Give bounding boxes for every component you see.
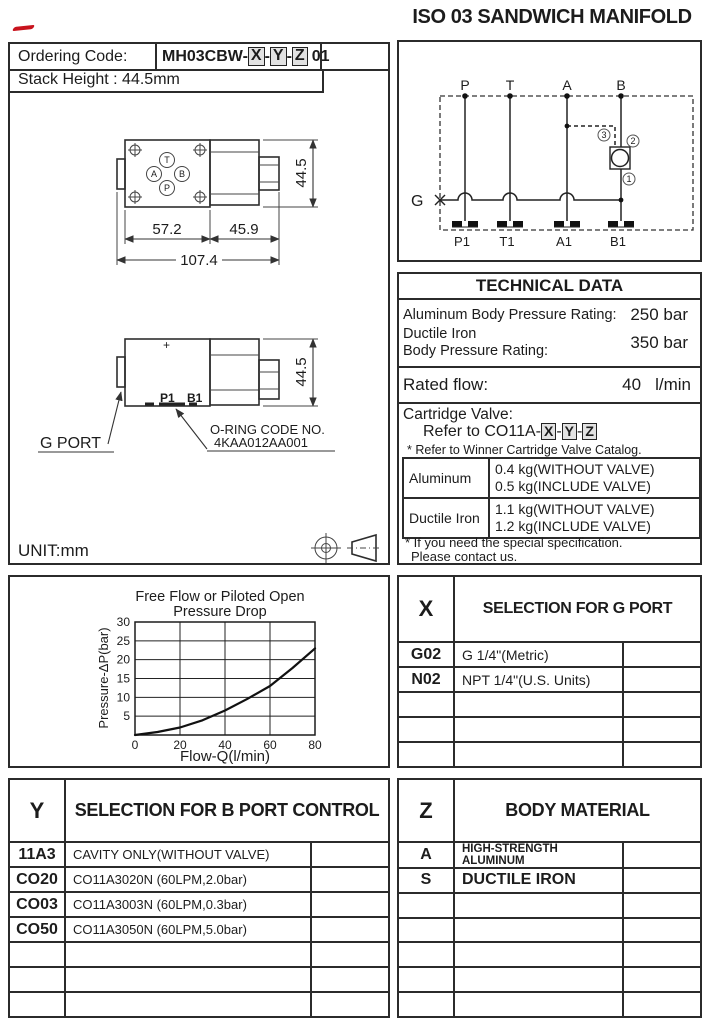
cartridge-hyphen: -	[576, 423, 583, 440]
chart-plot-area	[117, 615, 322, 752]
code-hyphen: -	[286, 47, 292, 65]
row-desc: CO11A3020N (60LPM,2.0bar)	[66, 868, 312, 891]
table-row	[10, 993, 388, 1016]
row-desc: DUCTILE IRON	[455, 869, 624, 892]
side-p1-label: P1	[160, 391, 175, 405]
divider	[399, 366, 700, 368]
subplate-port-symbols	[452, 221, 634, 227]
code-x-box: X	[248, 47, 265, 66]
table-row	[399, 743, 700, 766]
row-desc	[455, 968, 624, 991]
dim-44-5-side: 44.5	[293, 357, 310, 387]
orientation-plus-mark: +	[163, 338, 171, 352]
stack-height-box: Stack Height : 44.5mm	[10, 69, 324, 93]
pressure-drop-chart	[10, 577, 388, 766]
port-b-label: B	[178, 169, 186, 179]
row-code	[399, 968, 455, 991]
row-code: CO50	[10, 918, 66, 941]
chart-x-axis-label: Flow-Q(l/min)	[180, 748, 270, 765]
row-desc	[455, 919, 624, 942]
x-tick-label: 20	[173, 738, 187, 752]
port-label-a1: A1	[556, 234, 572, 249]
port-t-label: T	[164, 155, 170, 165]
row-code	[399, 993, 455, 1016]
schematic-bottom-port-labels	[454, 234, 626, 249]
row-desc: NPT 1/4"(U.S. Units)	[455, 668, 624, 691]
dim-107-4: 107.4	[180, 252, 218, 269]
red-logo-mark	[12, 25, 35, 31]
cartridge-valve-label: Cartridge Valve:	[403, 406, 513, 423]
table-row	[399, 943, 700, 968]
rated-flow-value: 40	[622, 375, 642, 394]
rated-flow-row	[403, 371, 696, 399]
row-extra	[624, 919, 700, 942]
x-tick-label: 40	[218, 738, 232, 752]
row-extra	[312, 968, 388, 991]
y-table-body	[10, 843, 388, 1016]
code-prefix: MH03CBW-	[162, 47, 248, 65]
row-desc: CO11A3050N (60LPM,5.0bar)	[66, 918, 312, 941]
table-row	[399, 843, 700, 869]
table-row	[10, 918, 388, 943]
row-desc	[455, 693, 624, 716]
y-table-code-header: Y	[10, 780, 66, 841]
table-row	[399, 643, 700, 668]
g-port-label: G PORT	[40, 435, 102, 452]
schematic-top-port-labels	[460, 77, 625, 93]
dim-45-9: 45.9	[229, 221, 259, 238]
callout-1: 1	[626, 174, 632, 184]
technical-data-header: TECHNICAL DATA	[399, 274, 700, 300]
row-extra	[312, 918, 388, 941]
row-extra	[312, 868, 388, 891]
row-desc: CAVITY ONLY(WITHOUT VALVE)	[66, 843, 312, 866]
row-desc	[66, 993, 312, 1016]
row-extra	[624, 968, 700, 991]
weight-row-ductile	[404, 499, 699, 537]
y-table-header	[10, 780, 388, 843]
row-extra	[312, 843, 388, 866]
row-code	[399, 919, 455, 942]
weight-table	[402, 457, 701, 539]
z-table-header	[399, 780, 700, 843]
row-code	[10, 943, 66, 966]
z-table-body	[399, 843, 700, 1016]
row-desc: G 1/4"(Metric)	[455, 643, 624, 666]
row-code	[399, 894, 455, 917]
y-tick-label: 10	[116, 690, 130, 705]
table-row	[399, 693, 700, 718]
row-code: CO20	[10, 868, 66, 891]
schematic-lines	[440, 96, 621, 221]
pressure-drop-chart-panel	[8, 575, 390, 768]
g-port-gallery-line	[440, 193, 621, 200]
rated-flow-unit: l/min	[655, 375, 691, 394]
y-table-title: SELECTION FOR B PORT CONTROL	[74, 800, 380, 820]
table-row	[399, 668, 700, 693]
chart-y-axis-label: Pressure-ΔP(bar)	[96, 627, 111, 729]
table-row	[399, 894, 700, 919]
special-spec-note-line2: Please contact us.	[411, 549, 518, 564]
port-label-p1: P1	[454, 234, 470, 249]
row-extra	[624, 693, 700, 716]
x-tick-label: 0	[131, 738, 139, 752]
cartridge-hyphen: -	[556, 423, 562, 440]
row-code	[10, 993, 66, 1016]
cartridge-prefix: Refer to CO11A-	[423, 423, 541, 440]
ductile-label-line2: Body Pressure Rating:	[403, 342, 549, 359]
row-desc: CO11A3003N (60LPM,0.3bar)	[66, 893, 312, 916]
port-label-b: B	[616, 77, 626, 93]
divider	[399, 402, 700, 404]
check-valve-icon	[610, 147, 630, 169]
row-extra	[624, 993, 700, 1016]
row-extra	[624, 894, 700, 917]
x-table-body	[399, 643, 700, 766]
weight-values	[490, 499, 699, 537]
weight-material: Aluminum	[404, 459, 490, 497]
row-extra	[312, 993, 388, 1016]
cartridge-y-box: Y	[562, 423, 577, 440]
callout-2: 2	[630, 136, 636, 146]
x-table-header	[399, 577, 700, 643]
table-row	[10, 868, 388, 893]
code-y-box: Y	[270, 47, 287, 66]
drawing-panel	[8, 42, 390, 565]
technical-drawings	[10, 44, 388, 563]
port-label-a: A	[562, 77, 572, 93]
x-tick-label: 80	[308, 738, 322, 752]
cartridge-catalog-note: * Refer to Winner Cartridge Valve Catalog.	[407, 443, 642, 457]
third-angle-projection-icon	[311, 533, 381, 563]
row-extra	[624, 943, 700, 966]
technical-data-panel	[397, 272, 702, 565]
cartridge-valve-ref	[423, 423, 597, 441]
table-row	[10, 893, 388, 918]
top-view-drawing	[117, 140, 318, 269]
g-label: G	[411, 193, 424, 210]
side-b1-label: B1	[187, 391, 203, 405]
row-extra	[624, 718, 700, 741]
dim-57-2: 57.2	[152, 221, 182, 238]
z-table-title: BODY MATERIAL	[505, 800, 650, 820]
y-tick-label: 30	[116, 615, 130, 629]
table-row	[399, 993, 700, 1016]
chart-title-line2: Pressure Drop	[173, 604, 267, 620]
row-code: N02	[399, 668, 455, 691]
table-row	[399, 718, 700, 743]
oring-code-line1: O-RING CODE NO.	[210, 422, 325, 437]
port-p-label: P	[163, 183, 171, 193]
row-extra	[624, 869, 700, 892]
g-port-selection-table	[397, 575, 702, 768]
weight-values	[490, 459, 699, 497]
ductile-pressure-row	[403, 326, 696, 359]
row-desc	[66, 943, 312, 966]
weight-line1: 0.4 kg(WITHOUT VALVE)	[495, 461, 655, 477]
weight-line2: 0.5 kg(INCLUDE VALVE)	[495, 478, 651, 494]
row-extra	[624, 743, 700, 766]
b-port-control-selection-table	[8, 778, 390, 1018]
callout-3: 3	[601, 130, 607, 140]
body-material-table	[397, 778, 702, 1018]
table-row	[10, 843, 388, 868]
ductile-pressure-label	[403, 326, 630, 359]
junction-dots	[462, 93, 624, 202]
aluminum-pressure-label: Aluminum Body Pressure Rating:	[403, 306, 617, 323]
cartridge-z-box: Z	[582, 423, 597, 440]
x-table-title: SELECTION FOR G PORT	[482, 600, 673, 617]
y-tick-label: 5	[123, 709, 130, 724]
table-row	[10, 943, 388, 968]
port-circles	[147, 153, 190, 196]
side-view-drawing	[38, 338, 335, 452]
row-code: CO03	[10, 893, 66, 916]
row-desc	[455, 894, 624, 917]
row-code	[399, 743, 455, 766]
code-suffix: 01	[311, 47, 330, 65]
table-row	[399, 919, 700, 944]
port-label-b1: B1	[610, 234, 626, 249]
rated-flow-label: Rated flow:	[403, 374, 489, 394]
table-row	[399, 968, 700, 993]
port-label-t1: T1	[499, 234, 515, 249]
weight-line2: 1.2 kg(INCLUDE VALVE)	[495, 518, 651, 534]
row-extra	[312, 943, 388, 966]
port-label-t: T	[505, 77, 515, 93]
row-desc	[455, 718, 624, 741]
y-tick-label: 15	[116, 671, 130, 686]
chart-title-line1: Free Flow or Piloted Open	[135, 589, 305, 605]
x-table-code-header: X	[399, 577, 455, 641]
ductile-label-line1: Ductile Iron	[403, 326, 477, 342]
y-tick-label: 25	[116, 633, 130, 648]
weight-line1: 1.1 kg(WITHOUT VALVE)	[495, 501, 655, 517]
row-code	[399, 943, 455, 966]
row-extra	[624, 668, 700, 691]
port-label-p: P	[460, 77, 470, 93]
y-tick-label: 20	[116, 652, 130, 667]
table-row	[10, 968, 388, 993]
z-table-code-header: Z	[399, 780, 455, 841]
oring-code-line2: 4KAA012AA001	[214, 435, 308, 450]
ductile-pressure-value: 350 bar	[630, 332, 688, 352]
row-code: G02	[399, 643, 455, 666]
weight-material: Ductile Iron	[404, 499, 490, 537]
row-extra	[624, 843, 700, 867]
row-desc	[455, 993, 624, 1016]
unit-label: UNIT:mm	[18, 541, 89, 560]
row-extra	[312, 893, 388, 916]
row-desc	[66, 968, 312, 991]
code-hyphen: -	[264, 47, 270, 65]
port-a-label: A	[150, 169, 158, 179]
row-desc: HIGH-STRENGTH ALUMINUM	[455, 843, 624, 867]
dim-44-5-top: 44.5	[293, 158, 310, 188]
aluminum-pressure-row	[403, 305, 696, 325]
row-desc	[455, 743, 624, 766]
row-code	[10, 968, 66, 991]
page-title: ISO 03 SANDWICH MANIFOLD	[412, 6, 692, 28]
special-spec-note-line1: * If you need the special specification.	[405, 535, 623, 550]
weight-row-aluminum	[404, 459, 699, 499]
aluminum-pressure-value: 250 bar	[630, 305, 688, 324]
row-code: S	[399, 869, 455, 892]
row-desc	[455, 943, 624, 966]
row-extra	[624, 643, 700, 666]
table-row	[399, 869, 700, 894]
hydraulic-schematic	[399, 42, 700, 260]
row-code: 11A3	[10, 843, 66, 866]
row-code	[399, 718, 455, 741]
hydraulic-schematic-panel	[397, 40, 702, 262]
x-tick-label: 60	[263, 738, 277, 752]
code-z-box: Z	[292, 47, 308, 66]
row-code: A	[399, 843, 455, 867]
ordering-code-label: Ordering Code:	[10, 44, 157, 69]
row-code	[399, 693, 455, 716]
cartridge-x-box: X	[541, 423, 556, 440]
